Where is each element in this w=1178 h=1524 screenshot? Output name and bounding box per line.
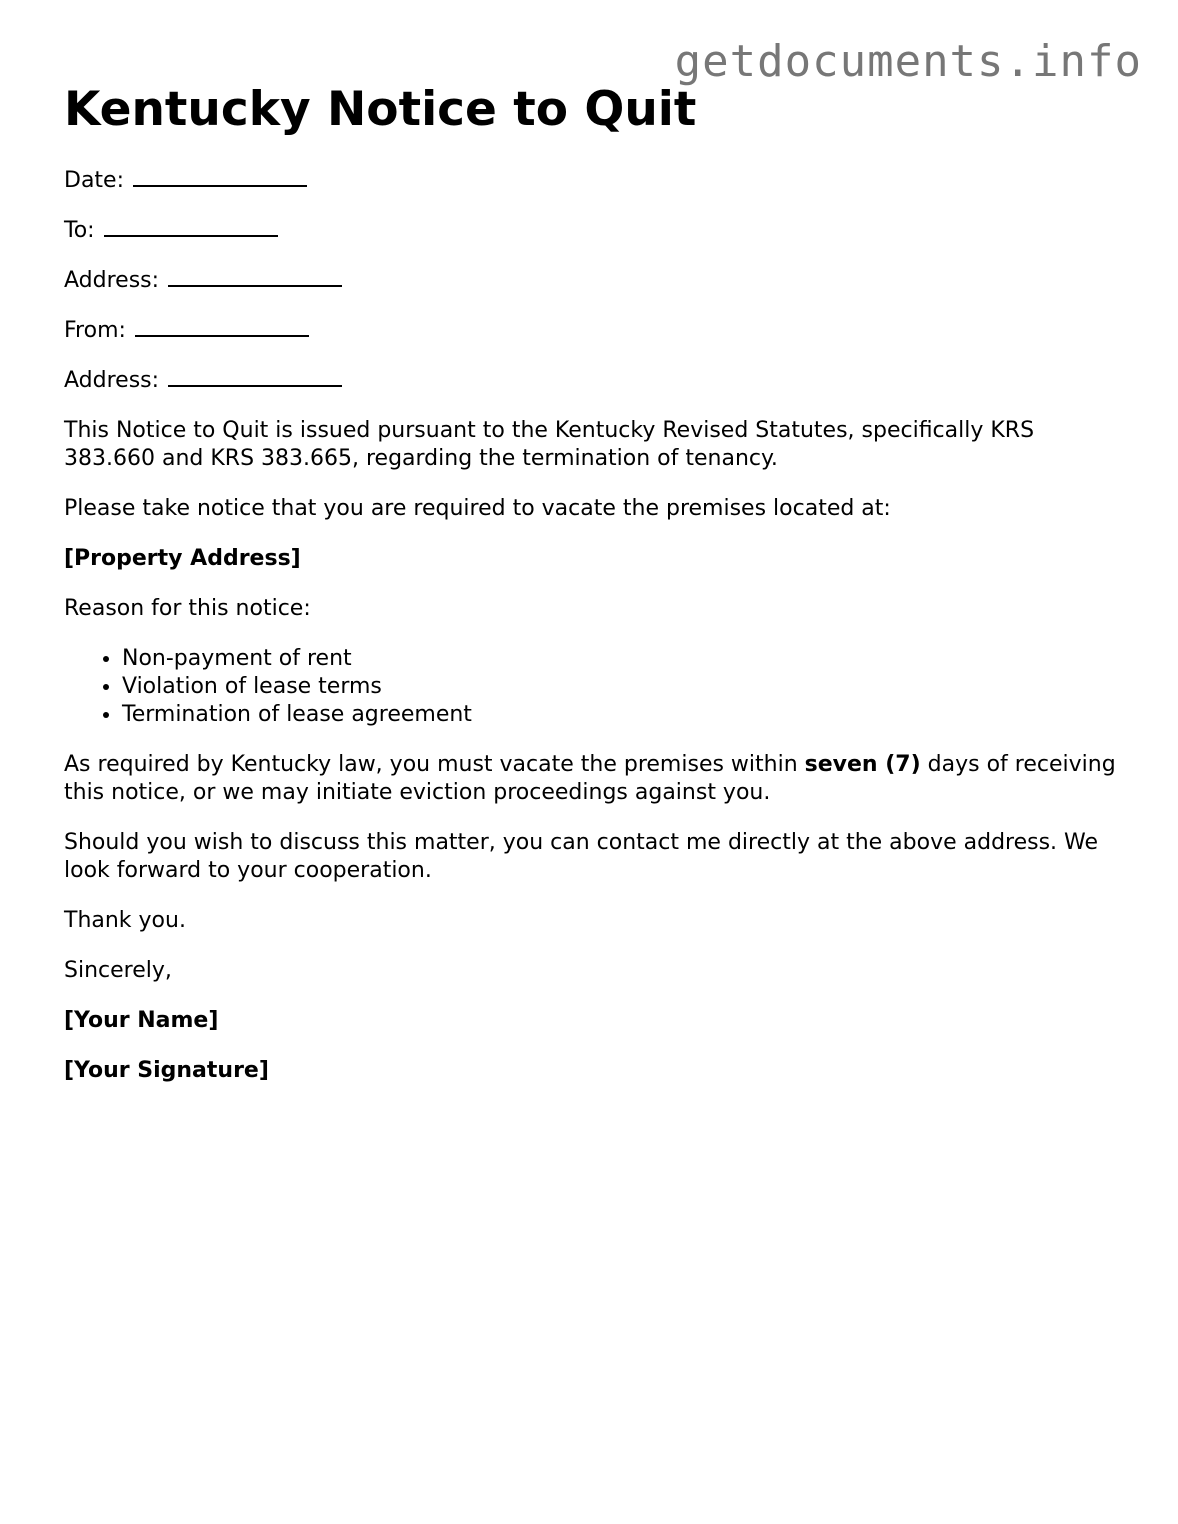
deadline-paragraph bbox=[64, 751, 1124, 807]
list-item: • Termination of lease agreement bbox=[122, 701, 1124, 729]
your-signature-placeholder: [Your Signature] bbox=[64, 1058, 269, 1083]
sender-address-field bbox=[64, 367, 1124, 395]
sender-address-label: Address: bbox=[64, 368, 160, 393]
recipient-address-label: Address: bbox=[64, 268, 160, 293]
deadline-text-after: days of receiving this notice, or we may initiate eviction proceedings against you. bbox=[64, 752, 1116, 805]
list-item: • Non-payment of rent bbox=[122, 645, 1124, 673]
property-address-placeholder: [Property Address] bbox=[64, 546, 301, 571]
watermark: getdocuments.info bbox=[674, 36, 1142, 87]
thanks-line: Thank you. bbox=[64, 908, 186, 933]
sender-address-blank[interactable] bbox=[168, 369, 342, 387]
contact-paragraph: Should you wish to discuss this matter, you can contact me directly at the above address. We look forward to your cooperation. bbox=[64, 830, 1099, 883]
vacate-request-paragraph: Please take notice that you are required to vacate the premises located at: bbox=[64, 496, 891, 521]
deadline-text-before: As required by Kentucky law, you must vacate the premises within bbox=[64, 752, 805, 777]
recipient-address-blank[interactable] bbox=[168, 269, 342, 287]
deadline-days: seven (7) bbox=[804, 752, 921, 777]
from-field bbox=[64, 317, 1124, 345]
recipient-address-field bbox=[64, 267, 1124, 295]
to-field bbox=[64, 217, 1124, 245]
date-blank[interactable] bbox=[133, 169, 307, 187]
reason-heading: Reason for this notice: bbox=[64, 596, 311, 621]
to-blank[interactable] bbox=[104, 219, 278, 237]
your-name-placeholder: [Your Name] bbox=[64, 1008, 219, 1033]
document-title: Kentucky Notice to Quit bbox=[64, 82, 697, 137]
reason-list bbox=[64, 645, 1124, 729]
intro-paragraph: This Notice to Quit is issued pursuant to the Kentucky Revised Statutes, specifically KRS 383.660 and KRS 383.665, regarding the termination of tenancy. bbox=[64, 418, 1035, 471]
date-label: Date: bbox=[64, 168, 124, 193]
to-label: To: bbox=[64, 218, 95, 243]
date-field bbox=[64, 167, 1124, 195]
list-item: • Violation of lease terms bbox=[122, 673, 1124, 701]
from-blank[interactable] bbox=[135, 319, 309, 337]
closing-line: Sincerely, bbox=[64, 958, 172, 983]
from-label: From: bbox=[64, 318, 126, 343]
document-page bbox=[64, 80, 1124, 1107]
